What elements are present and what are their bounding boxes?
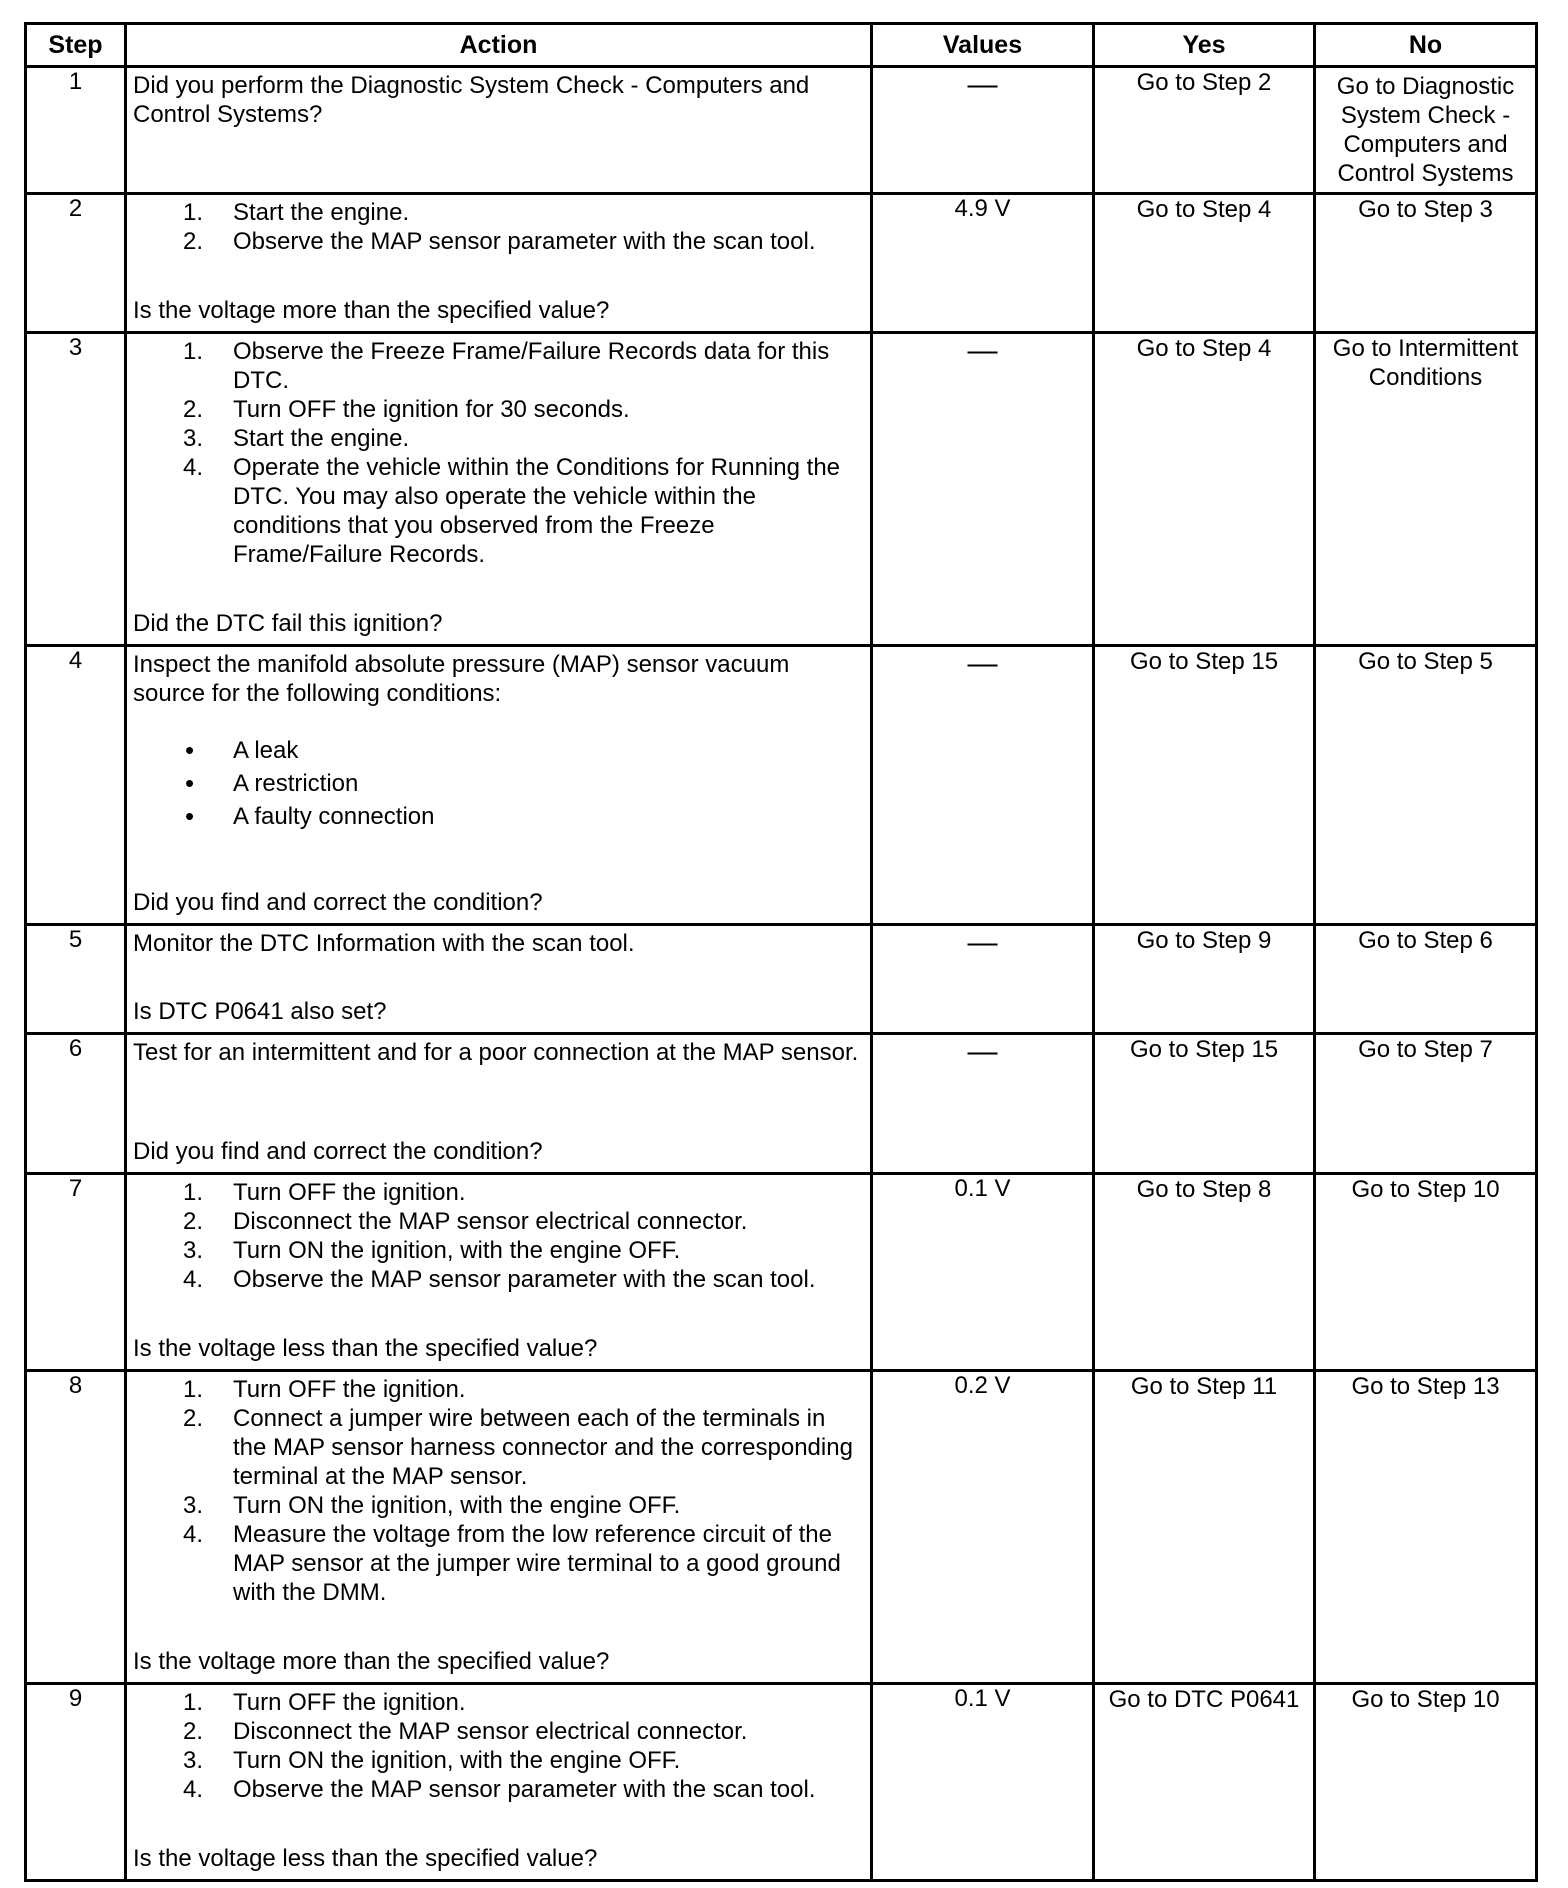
no-cell: Go to Step 10 xyxy=(1315,1174,1537,1371)
value-cell: — xyxy=(872,1034,1094,1174)
yes-cell: Go to DTC P0641 xyxy=(1094,1684,1315,1881)
header-row xyxy=(26,24,1537,67)
value-cell: — xyxy=(872,646,1094,925)
action-cell xyxy=(126,925,872,1034)
action-cell xyxy=(126,67,872,194)
value-cell: — xyxy=(872,333,1094,646)
yes-cell: Go to Step 2 xyxy=(1094,67,1315,194)
no-cell: Go to Step 5 xyxy=(1315,646,1537,925)
list-item: 4. Observe the MAP sensor parameter with the scan tool. xyxy=(183,1266,816,1293)
no-cell: Go to Step 6 xyxy=(1315,925,1537,1034)
list-item: 3. Turn ON the ignition, with the engine OFF. xyxy=(183,1492,681,1519)
action-cell xyxy=(126,646,872,925)
no-cell: Go to Step 7 xyxy=(1315,1034,1537,1174)
action-intro: Inspect the manifold absolute pressure (MAP) sensor vacuum source for the following conditions: xyxy=(133,651,790,707)
header-yes: Yes xyxy=(1094,24,1315,67)
step-number: 8 xyxy=(26,1371,126,1684)
table-row xyxy=(26,925,1537,1034)
list-item: • A leak xyxy=(133,734,862,767)
no-cell: Go to Step 13 xyxy=(1315,1371,1537,1684)
action-cell xyxy=(126,333,872,646)
value-cell: 0.1 V xyxy=(872,1174,1094,1371)
action-intro: Test for an intermittent and for a poor connection at the MAP sensor. xyxy=(133,1039,859,1066)
action-cell xyxy=(126,1034,872,1174)
list-item: 3. Start the engine. xyxy=(183,425,410,452)
list-item: 2. Turn OFF the ignition for 30 seconds. xyxy=(183,396,630,423)
table-row xyxy=(26,1034,1537,1174)
list-item: • A restriction xyxy=(133,767,862,800)
step-number: 4 xyxy=(26,646,126,925)
yes-cell: Go to Step 9 xyxy=(1094,925,1315,1034)
yes-cell: Go to Step 15 xyxy=(1094,646,1315,925)
step-number: 2 xyxy=(26,194,126,333)
action-steps xyxy=(133,1688,862,1804)
yes-cell: Go to Step 8 xyxy=(1094,1174,1315,1371)
action-cell xyxy=(126,194,872,333)
list-item: 1. Observe the Freeze Frame/Failure Records data for this DTC. xyxy=(183,338,830,394)
table-row xyxy=(26,194,1537,333)
header-values: Values xyxy=(872,24,1094,67)
list-item: 2. Observe the MAP sensor parameter with the scan tool. xyxy=(183,228,816,255)
action-question: Is the voltage less than the specified value? xyxy=(133,1335,598,1362)
yes-cell: Go to Step 4 xyxy=(1094,194,1315,333)
action-question: Is the voltage less than the specified value? xyxy=(133,1845,598,1872)
list-item: 3. Turn ON the ignition, with the engine OFF. xyxy=(183,1237,681,1264)
header-action: Action xyxy=(126,24,872,67)
action-question: Is the voltage more than the specified value? xyxy=(133,1648,610,1675)
list-item: 4. Measure the voltage from the low reference circuit of the MAP sensor at the jumper wire terminal to a good ground with the DMM. xyxy=(183,1521,841,1606)
table-row xyxy=(26,67,1537,194)
step-number: 7 xyxy=(26,1174,126,1371)
yes-cell: Go to Step 11 xyxy=(1094,1371,1315,1684)
value-cell: 0.2 V xyxy=(872,1371,1094,1684)
value-cell: — xyxy=(872,67,1094,194)
condition-list xyxy=(133,734,862,833)
yes-cell: Go to Step 15 xyxy=(1094,1034,1315,1174)
action-cell xyxy=(126,1174,872,1371)
table-row xyxy=(26,1684,1537,1881)
header-step: Step xyxy=(26,24,126,67)
value-cell: — xyxy=(872,925,1094,1034)
list-item: 4. Observe the MAP sensor parameter with the scan tool. xyxy=(183,1776,816,1803)
step-number: 5 xyxy=(26,925,126,1034)
diagnostic-table xyxy=(24,22,1538,1882)
table-row xyxy=(26,646,1537,925)
step-number: 1 xyxy=(26,67,126,194)
list-item: 2. Connect a jumper wire between each of the terminals in the MAP sensor harness connector and the corresponding terminal at the MAP sensor. xyxy=(183,1405,853,1490)
action-question: Did you find and correct the condition? xyxy=(133,889,543,916)
no-cell: Go to Step 3 xyxy=(1315,194,1537,333)
list-item: 1. Turn OFF the ignition. xyxy=(183,1179,466,1206)
list-item: 2. Disconnect the MAP sensor electrical connector. xyxy=(183,1208,748,1235)
action-question: Did the DTC fail this ignition? xyxy=(133,610,443,637)
table-row xyxy=(26,1371,1537,1684)
table-row xyxy=(26,1174,1537,1371)
step-number: 9 xyxy=(26,1684,126,1881)
list-item: • A faulty connection xyxy=(133,800,862,833)
header-no: No xyxy=(1315,24,1537,67)
list-item: 4. Operate the vehicle within the Conditions for Running the DTC. You may also operate the vehicle within the conditions that you observed from the Freeze Frame/Failure Records. xyxy=(183,454,841,568)
action-intro: Monitor the DTC Information with the scan tool. xyxy=(133,930,635,957)
list-item: 1. Turn OFF the ignition. xyxy=(183,1689,466,1716)
no-cell: Go to Diagnostic System Check - Computers and Control Systems xyxy=(1315,67,1537,194)
list-item: 1. Start the engine. xyxy=(183,199,410,226)
action-cell xyxy=(126,1684,872,1881)
step-number: 3 xyxy=(26,333,126,646)
action-steps xyxy=(133,198,862,256)
value-cell: 4.9 V xyxy=(872,194,1094,333)
list-item: 2. Disconnect the MAP sensor electrical connector. xyxy=(183,1718,748,1745)
list-item: 3. Turn ON the ignition, with the engine OFF. xyxy=(183,1747,681,1774)
step-number: 6 xyxy=(26,1034,126,1174)
action-steps xyxy=(133,337,862,569)
action-intro: Did you perform the Diagnostic System Check - Computers and Control Systems? xyxy=(133,72,810,128)
no-cell: Go to Intermittent Conditions xyxy=(1315,333,1537,646)
table-row xyxy=(26,333,1537,646)
action-question: Is DTC P0641 also set? xyxy=(133,998,387,1025)
list-item: 1. Turn OFF the ignition. xyxy=(183,1376,466,1403)
value-cell: 0.1 V xyxy=(872,1684,1094,1881)
action-steps xyxy=(133,1375,862,1607)
no-cell: Go to Step 10 xyxy=(1315,1684,1537,1881)
action-cell xyxy=(126,1371,872,1684)
action-question: Did you find and correct the condition? xyxy=(133,1138,543,1165)
action-steps xyxy=(133,1178,862,1294)
action-question: Is the voltage more than the specified value? xyxy=(133,297,610,324)
yes-cell: Go to Step 4 xyxy=(1094,333,1315,646)
